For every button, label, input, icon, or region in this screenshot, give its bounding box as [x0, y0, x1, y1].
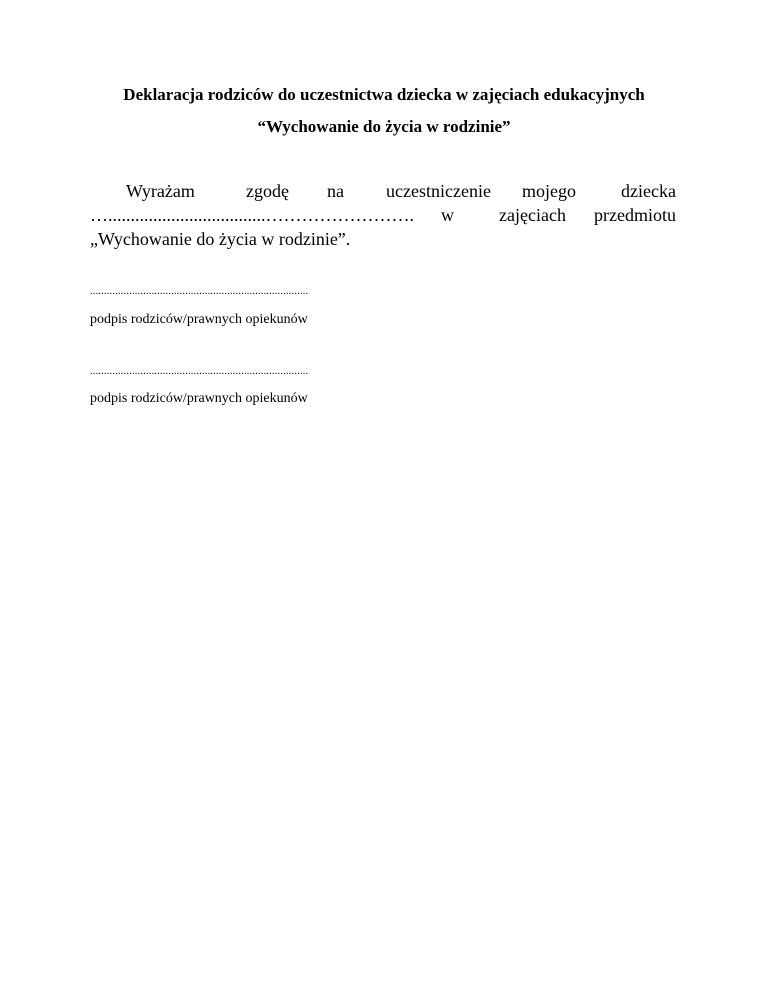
child-name-blank: …...................................…………………….	[90, 205, 414, 225]
paragraph-word: zajęciach	[499, 205, 566, 225]
paragraph-word: w	[441, 205, 454, 225]
signature-line-2: ..............................................................................	[90, 366, 309, 377]
document-title-line-1: Deklaracja rodziców do uczestnictwa dziecka w zajęciach edukacyjnych	[123, 85, 645, 104]
paragraph-word: mojego	[522, 181, 576, 201]
paragraph-word: Wyrażam	[126, 181, 195, 201]
paragraph-word: zgodę	[246, 181, 289, 201]
paragraph-word: uczestniczenie	[386, 181, 491, 201]
signature-label-1: podpis rodziców/prawnych opiekunów	[90, 312, 308, 327]
signature-line-1: ..............................................................................	[90, 286, 309, 297]
consent-paragraph-line-3: „Wychowanie do życia w rodzinie”.	[90, 229, 351, 249]
document-title-line-2: “Wychowanie do życia w rodzinie”	[257, 117, 511, 136]
paragraph-word: dziecka	[621, 181, 676, 201]
paragraph-word: przedmiotu	[594, 205, 676, 225]
signature-label-2: podpis rodziców/prawnych opiekunów	[90, 391, 308, 406]
paragraph-word: na	[327, 181, 344, 201]
